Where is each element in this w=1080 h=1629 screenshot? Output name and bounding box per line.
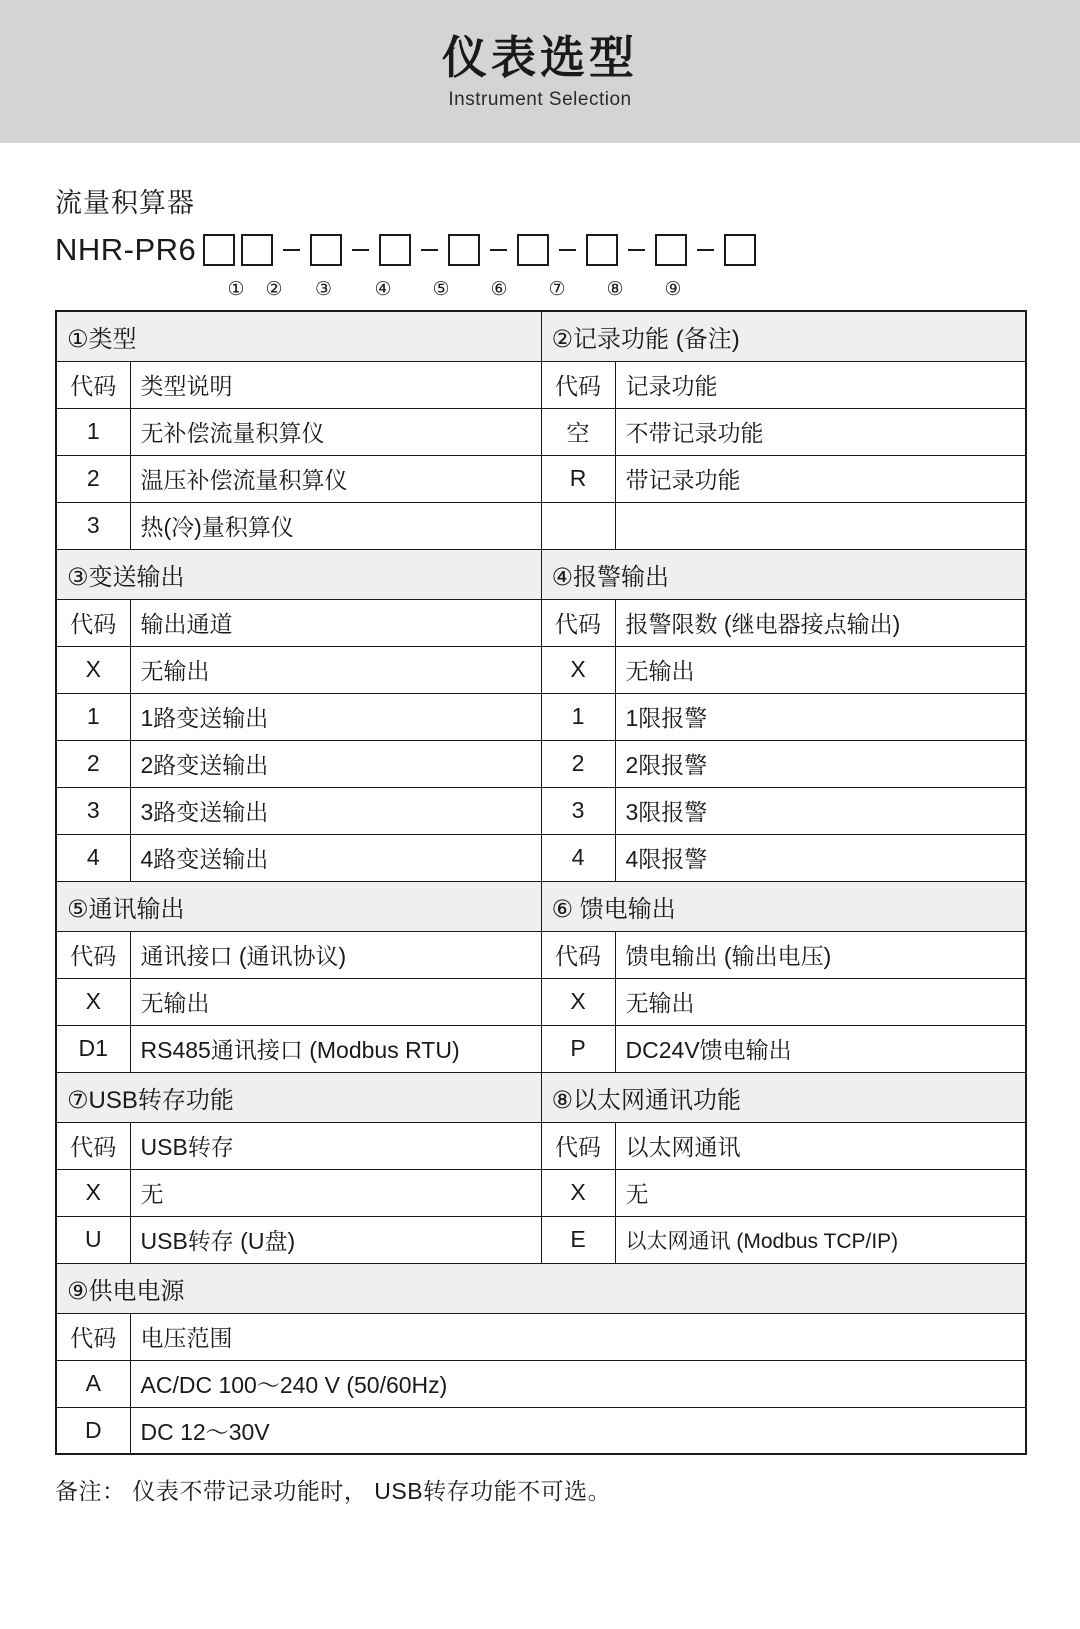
table-row (56, 646, 1026, 693)
col-head-code-8: 代码 (541, 1122, 615, 1169)
col-head-desc-2: 记录功能 (615, 361, 1026, 408)
code-cell: X (541, 646, 615, 693)
desc-cell: 温压补偿流量积算仪 (130, 455, 541, 502)
desc-cell: 无 (130, 1169, 541, 1216)
dash-6 (628, 249, 645, 251)
section-header-row-1 (56, 311, 1026, 361)
marker-row (217, 274, 1025, 304)
col-head-desc-6: 馈电输出 (输出电压) (615, 931, 1026, 978)
desc-cell: 无输出 (130, 978, 541, 1025)
code-cell: 2 (541, 740, 615, 787)
section-title-6: ⑥ 馈电输出 (541, 881, 1026, 931)
code-cell: P (541, 1025, 615, 1072)
code-cell: 3 (541, 787, 615, 834)
desc-cell: 不带记录功能 (615, 408, 1026, 455)
table-row (56, 455, 1026, 502)
code-box-1[interactable] (203, 234, 235, 266)
desc-cell: 无输出 (130, 646, 541, 693)
code-box-8[interactable] (655, 234, 687, 266)
table-row (56, 740, 1026, 787)
marker-6: ⑥ (490, 278, 508, 300)
table-row (56, 834, 1026, 881)
table-row (56, 502, 1026, 549)
dash-2 (352, 249, 369, 251)
marker-5: ⑤ (432, 278, 450, 300)
desc-cell: 2路变送输出 (130, 740, 541, 787)
col-head-desc-3: 输出通道 (130, 599, 541, 646)
section-title-2: ②记录功能 (备注) (541, 311, 1026, 361)
code-cell: E (541, 1216, 615, 1263)
column-header-row-2 (56, 599, 1026, 646)
code-cell: 1 (56, 408, 130, 455)
marker-4: ④ (374, 278, 392, 300)
col-head-code-9: 代码 (56, 1313, 130, 1360)
page-title: 仪表选型 (441, 31, 638, 83)
marker-7: ⑦ (548, 278, 566, 300)
desc-cell: AC/DC 100～240 V (50/60Hz) (130, 1360, 1026, 1407)
code-cell: 2 (56, 455, 130, 502)
desc-cell: 3路变送输出 (130, 787, 541, 834)
desc-cell: USB转存 (U盘) (130, 1216, 541, 1263)
code-cell: X (56, 1169, 130, 1216)
empty-cell (541, 502, 615, 549)
col-head-code-4: 代码 (541, 599, 615, 646)
table-row (56, 787, 1026, 834)
dash-1 (283, 249, 300, 251)
code-cell: 1 (541, 693, 615, 740)
desc-cell: 以太网通讯 (Modbus TCP/IP) (615, 1216, 1026, 1263)
section-header-row-3 (56, 881, 1026, 931)
code-cell: 3 (56, 502, 130, 549)
col-head-desc-4: 报警限数 (继电器接点输出) (615, 599, 1026, 646)
column-header-row-4 (56, 1122, 1026, 1169)
marker-8: ⑧ (606, 278, 624, 300)
table-row (56, 1407, 1026, 1454)
table-row (56, 1169, 1026, 1216)
desc-cell: 无 (615, 1169, 1026, 1216)
code-box-2[interactable] (241, 234, 273, 266)
code-cell: 4 (541, 834, 615, 881)
marker-3: ③ (314, 278, 333, 300)
page-subtitle: Instrument Selection (448, 89, 632, 111)
code-box-5[interactable] (448, 234, 480, 266)
code-cell: X (541, 1169, 615, 1216)
model-code-row (55, 226, 1025, 274)
code-cell: A (56, 1360, 130, 1407)
desc-cell: 4路变送输出 (130, 834, 541, 881)
desc-cell: 3限报警 (615, 787, 1026, 834)
dash-5 (559, 249, 576, 251)
marker-2: ② (265, 278, 283, 300)
code-cell: X (56, 646, 130, 693)
dash-3 (421, 249, 438, 251)
column-header-row-3 (56, 931, 1026, 978)
section-header-row-4 (56, 1072, 1026, 1122)
dash-7 (697, 249, 714, 251)
section-title-3: ③变送输出 (56, 549, 541, 599)
table-row (56, 1216, 1026, 1263)
empty-cell (615, 502, 1026, 549)
col-head-code-3: 代码 (56, 599, 130, 646)
col-head-code-7: 代码 (56, 1122, 130, 1169)
code-cell: R (541, 455, 615, 502)
desc-cell: 2限报警 (615, 740, 1026, 787)
code-cell: X (56, 978, 130, 1025)
selection-table (55, 310, 1027, 1455)
section-title-9: ⑨供电电源 (56, 1263, 1026, 1313)
code-box-6[interactable] (517, 234, 549, 266)
model-prefix: NHR-PR6 (55, 232, 197, 267)
table-row (56, 978, 1026, 1025)
code-cell: 空 (541, 408, 615, 455)
table-row (56, 693, 1026, 740)
col-head-code-2: 代码 (541, 361, 615, 408)
code-cell: 3 (56, 787, 130, 834)
footnote: 备注： 仪表不带记录功能时， USB转存功能不可选。 (55, 1478, 612, 1504)
marker-1: ① (227, 278, 245, 300)
section-title-7: ⑦USB转存功能 (56, 1072, 541, 1122)
table-row (56, 1360, 1026, 1407)
page-header (0, 0, 1080, 143)
desc-cell: 热(冷)量积算仪 (130, 502, 541, 549)
col-head-code-1: 代码 (56, 361, 130, 408)
desc-cell: 1路变送输出 (130, 693, 541, 740)
section-title-8: ⑧以太网通讯功能 (541, 1072, 1026, 1122)
desc-cell: 无输出 (615, 978, 1026, 1025)
code-cell: 2 (56, 740, 130, 787)
desc-cell: RS485通讯接口 (Modbus RTU) (130, 1025, 541, 1072)
col-head-code-6: 代码 (541, 931, 615, 978)
column-header-row-5 (56, 1313, 1026, 1360)
col-head-desc-8: 以太网通讯 (615, 1122, 1026, 1169)
column-header-row-1 (56, 361, 1026, 408)
desc-cell: 无补偿流量积算仪 (130, 408, 541, 455)
col-head-code-5: 代码 (56, 931, 130, 978)
code-box-7[interactable] (586, 234, 618, 266)
table-row (56, 1025, 1026, 1072)
code-box-3[interactable] (310, 234, 342, 266)
section-header-row-2 (56, 549, 1026, 599)
col-head-desc-5: 通讯接口 (通讯协议) (130, 931, 541, 978)
section-header-row-5 (56, 1263, 1026, 1313)
desc-cell: 带记录功能 (615, 455, 1026, 502)
marker-9: ⑨ (664, 278, 682, 300)
desc-cell: DC24V馈电输出 (615, 1025, 1026, 1072)
code-box-9[interactable] (724, 234, 756, 266)
code-cell: 4 (56, 834, 130, 881)
code-box-4[interactable] (379, 234, 411, 266)
code-cell: U (56, 1216, 130, 1263)
content-area (0, 181, 1080, 1506)
dash-4 (490, 249, 507, 251)
table-row (56, 408, 1026, 455)
desc-cell: 4限报警 (615, 834, 1026, 881)
desc-cell: 1限报警 (615, 693, 1026, 740)
section-title-4: ④报警输出 (541, 549, 1026, 599)
product-name: 流量积算器 (55, 188, 195, 218)
desc-cell: DC 12～30V (130, 1407, 1026, 1454)
section-title-5: ⑤通讯输出 (56, 881, 541, 931)
col-head-desc-9: 电压范围 (130, 1313, 1026, 1360)
desc-cell: 无输出 (615, 646, 1026, 693)
code-cell: X (541, 978, 615, 1025)
code-cell: D (56, 1407, 130, 1454)
code-cell: D1 (56, 1025, 130, 1072)
col-head-desc-7: USB转存 (130, 1122, 541, 1169)
code-cell: 1 (56, 693, 130, 740)
section-title-1: ①类型 (56, 311, 541, 361)
col-head-desc-1: 类型说明 (130, 361, 541, 408)
